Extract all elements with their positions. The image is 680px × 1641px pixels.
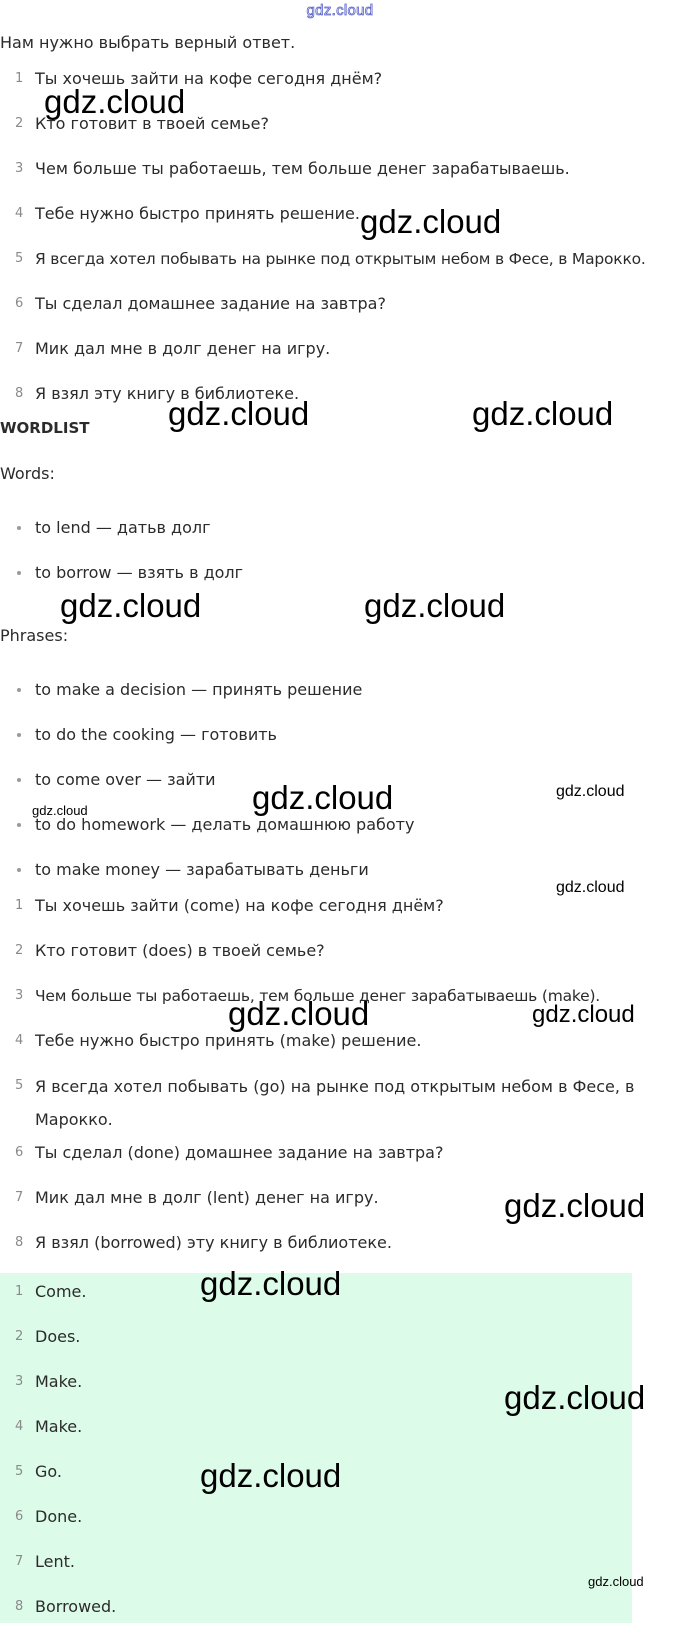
- item-text: Тебе нужно быстро принять (make) решение.: [35, 1031, 422, 1050]
- phrases-label: Phrases:: [0, 626, 69, 645]
- list-item: [0, 1030, 680, 1075]
- item-number: 1: [15, 1284, 24, 1299]
- watermark: gdz.cloud: [200, 1265, 342, 1302]
- item-number: 2: [15, 943, 24, 958]
- item-number: 3: [15, 161, 24, 176]
- list-item: [0, 1551, 680, 1596]
- bullet-icon: [17, 688, 21, 692]
- item-number: 2: [15, 116, 24, 131]
- list-item: [0, 895, 680, 940]
- item-text: to do homework — делать домашнюю работу: [35, 815, 415, 834]
- questions-list: [0, 68, 680, 428]
- item-number: 6: [15, 1509, 24, 1524]
- watermark: gdz.cloud: [252, 779, 394, 816]
- list-item: [0, 203, 680, 248]
- item-number: 1: [15, 71, 24, 86]
- item-number: 7: [15, 341, 24, 356]
- item-text: Кто готовит (does) в твоей семье?: [35, 941, 325, 960]
- item-text: Чем больше ты работаешь, тем больше денег зарабатываешь.: [35, 159, 570, 178]
- bullet-icon: [17, 823, 21, 827]
- item-number: 4: [15, 1419, 24, 1434]
- item-text: to lend — датьв долг: [35, 518, 211, 537]
- list-item: [0, 248, 680, 293]
- list-item: [0, 940, 680, 985]
- words-label: Words:: [0, 464, 55, 483]
- list-item: [0, 1326, 680, 1371]
- item-text: Мик дал мне в долг (lent) денег на игру.: [35, 1188, 379, 1207]
- item-text: Кто готовит в твоей семье?: [35, 114, 269, 133]
- list-item: [0, 1506, 680, 1551]
- item-number: 2: [15, 1329, 24, 1344]
- item-number: 8: [15, 1235, 24, 1250]
- item-number: 7: [15, 1554, 24, 1569]
- answer-text: Make.: [35, 1417, 83, 1436]
- list-item: [0, 1075, 680, 1142]
- answer-text: Make.: [35, 1372, 83, 1391]
- bullet-icon: [17, 778, 21, 782]
- watermark: gdz.cloud: [168, 395, 310, 432]
- item-text: Ты сделал домашнее задание на завтра?: [35, 294, 386, 313]
- watermark: gdz.cloud: [556, 879, 625, 896]
- list-item: [0, 1416, 680, 1461]
- item-number: 6: [15, 296, 24, 311]
- watermark: gdz.cloud: [504, 1379, 646, 1416]
- item-text: Мик дал мне в долг денег на игру.: [35, 339, 331, 358]
- item-text: Ты хочешь зайти (come) на кофе сегодня днём?: [35, 896, 444, 915]
- item-number: 8: [15, 1599, 24, 1614]
- answer-text: Lent.: [35, 1552, 75, 1571]
- item-number: 3: [15, 1374, 24, 1389]
- watermark: gdz.cloud: [364, 587, 506, 624]
- item-text: Ты хочешь зайти на кофе сегодня днём?: [35, 69, 383, 88]
- list-item: [0, 158, 680, 203]
- item-text: Я взял эту книгу в библиотеке.: [35, 384, 300, 403]
- watermark: gdz.cloud: [472, 395, 614, 432]
- watermark: gdz.cloud: [504, 1187, 646, 1224]
- list-item: [0, 517, 680, 562]
- list-item: [0, 679, 680, 724]
- item-number: 5: [15, 251, 24, 266]
- list-item: [0, 724, 680, 769]
- answer-text: Come.: [35, 1282, 87, 1301]
- answer-text: Done.: [35, 1507, 83, 1526]
- item-text: to come over — зайти: [35, 770, 216, 789]
- bullet-icon: [17, 526, 21, 530]
- item-text: to make money — зарабатывать деньги: [35, 860, 369, 879]
- item-text: Тебе нужно быстро принять решение.: [35, 204, 360, 223]
- watermark: gdz.cloud: [228, 995, 370, 1032]
- wordlist-heading: WORDLIST: [0, 419, 90, 437]
- list-item: [0, 814, 680, 859]
- watermark: gdz.cloud: [200, 1457, 342, 1494]
- item-number: 8: [15, 386, 24, 401]
- bullet-icon: [17, 571, 21, 575]
- item-number: 4: [15, 1033, 24, 1048]
- item-number: 6: [15, 1145, 24, 1160]
- answer-text: Does.: [35, 1327, 81, 1346]
- item-number: 4: [15, 206, 24, 221]
- item-text: Чем больше ты работаешь, тем больше денег зарабатываешь (make).: [35, 987, 601, 1005]
- item-text: Я всегда хотел побывать на рынке под открытым небом в Фесе, в Марокко.: [35, 250, 646, 268]
- list-item: [0, 338, 680, 383]
- site-logo[interactable]: gdz.cloud: [306, 2, 374, 19]
- bullet-icon: [17, 733, 21, 737]
- item-text: to do the cooking — готовить: [35, 725, 277, 744]
- item-number: 3: [15, 988, 24, 1003]
- watermark: gdz.cloud: [588, 1574, 644, 1589]
- intro-text: Нам нужно выбрать верный ответ.: [0, 33, 296, 52]
- watermark: gdz.cloud: [32, 803, 88, 818]
- list-item: [0, 1142, 680, 1187]
- item-number: 5: [15, 1078, 24, 1093]
- bullet-icon: [17, 868, 21, 872]
- list-item: [0, 1596, 680, 1641]
- item-text: to make a decision — принять решение: [35, 680, 363, 699]
- item-text: Я всегда хотел побывать (go) на рынке под открытым небом в Фесе, в Марокко.: [35, 1077, 635, 1129]
- answer-text: Go.: [35, 1462, 62, 1481]
- watermark: gdz.cloud: [532, 1001, 635, 1028]
- item-number: 7: [15, 1190, 24, 1205]
- item-text: Ты сделал (done) домашнее задание на завтра?: [35, 1143, 444, 1162]
- item-text: Я взял (borrowed) эту книгу в библиотеке.: [35, 1233, 392, 1252]
- list-item: [0, 293, 680, 338]
- watermark: gdz.cloud: [60, 587, 202, 624]
- watermark: gdz.cloud: [44, 83, 186, 120]
- item-number: 5: [15, 1464, 24, 1479]
- watermark: gdz.cloud: [556, 783, 625, 800]
- item-number: 1: [15, 898, 24, 913]
- answer-text: Borrowed.: [35, 1597, 117, 1616]
- watermark: gdz.cloud: [360, 203, 502, 240]
- item-text: to borrow — взять в долг: [35, 563, 244, 582]
